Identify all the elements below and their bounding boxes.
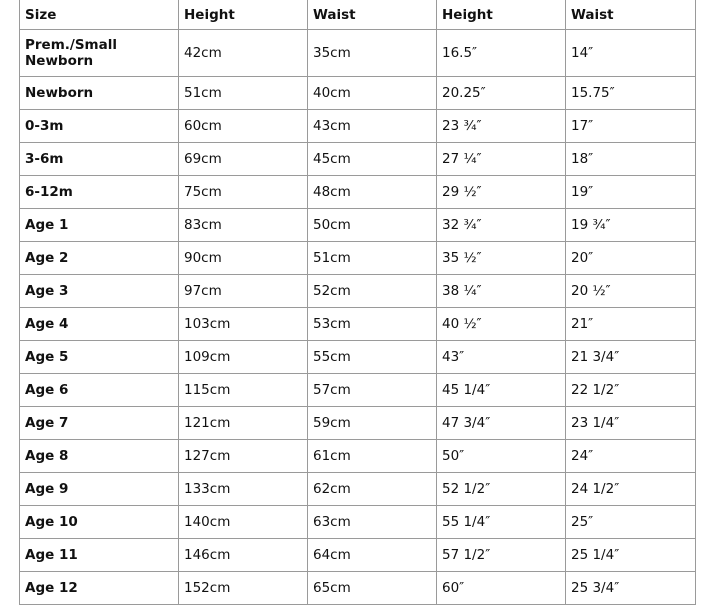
- height-in-cell: 16.5″: [437, 30, 566, 77]
- table-row: [20, 440, 696, 473]
- waist-cm-cell: 52cm: [308, 275, 437, 308]
- height-in-cell: 23 ¾″: [437, 110, 566, 143]
- size-cell: Age 9: [20, 473, 179, 506]
- size-cell: Prem./Small Newborn: [20, 30, 179, 77]
- table-row: [20, 77, 696, 110]
- size-chart-table: [19, 0, 696, 605]
- size-cell: Age 11: [20, 539, 179, 572]
- table-row: [20, 242, 696, 275]
- height-in-cell: 32 ¾″: [437, 209, 566, 242]
- table-row: [20, 275, 696, 308]
- waist-cm-cell: 64cm: [308, 539, 437, 572]
- waist-in-cell: 22 1/2″: [566, 374, 696, 407]
- waist-in-cell: 25 1/4″: [566, 539, 696, 572]
- height-cm-cell: 115cm: [179, 374, 308, 407]
- height-in-cell: 50″: [437, 440, 566, 473]
- height-in-cell: 47 3/4″: [437, 407, 566, 440]
- size-cell: 6-12m: [20, 176, 179, 209]
- waist-in-cell: 25 3/4″: [566, 572, 696, 605]
- waist-in-cell: 24″: [566, 440, 696, 473]
- height-cm-cell: 121cm: [179, 407, 308, 440]
- waist-cm-cell: 35cm: [308, 30, 437, 77]
- height-in-cell: 55 1/4″: [437, 506, 566, 539]
- size-cell: Age 10: [20, 506, 179, 539]
- header-row: [20, 0, 696, 30]
- header-waist-cm: Waist: [308, 0, 437, 30]
- height-cm-cell: 97cm: [179, 275, 308, 308]
- height-cm-cell: 90cm: [179, 242, 308, 275]
- waist-cm-cell: 55cm: [308, 341, 437, 374]
- height-cm-cell: 133cm: [179, 473, 308, 506]
- table-row: [20, 110, 696, 143]
- size-cell: Newborn: [20, 77, 179, 110]
- height-cm-cell: 152cm: [179, 572, 308, 605]
- height-cm-cell: 83cm: [179, 209, 308, 242]
- height-cm-cell: 109cm: [179, 341, 308, 374]
- table-row: [20, 143, 696, 176]
- waist-cm-cell: 57cm: [308, 374, 437, 407]
- waist-cm-cell: 40cm: [308, 77, 437, 110]
- waist-in-cell: 14″: [566, 30, 696, 77]
- height-in-cell: 20.25″: [437, 77, 566, 110]
- waist-in-cell: 20″: [566, 242, 696, 275]
- height-cm-cell: 140cm: [179, 506, 308, 539]
- waist-cm-cell: 51cm: [308, 242, 437, 275]
- height-cm-cell: 42cm: [179, 30, 308, 77]
- height-cm-cell: 75cm: [179, 176, 308, 209]
- waist-cm-cell: 53cm: [308, 308, 437, 341]
- waist-cm-cell: 59cm: [308, 407, 437, 440]
- waist-cm-cell: 48cm: [308, 176, 437, 209]
- table-body: [20, 30, 696, 605]
- table-row: [20, 473, 696, 506]
- size-cell: Age 4: [20, 308, 179, 341]
- header-height-in: Height: [437, 0, 566, 30]
- table-row: [20, 176, 696, 209]
- waist-in-cell: 19 ¾″: [566, 209, 696, 242]
- size-cell: Age 1: [20, 209, 179, 242]
- table-row: [20, 506, 696, 539]
- waist-in-cell: 25″: [566, 506, 696, 539]
- height-in-cell: 57 1/2″: [437, 539, 566, 572]
- height-cm-cell: 60cm: [179, 110, 308, 143]
- table-row: [20, 341, 696, 374]
- waist-cm-cell: 43cm: [308, 110, 437, 143]
- waist-in-cell: 18″: [566, 143, 696, 176]
- table-row: [20, 374, 696, 407]
- waist-in-cell: 17″: [566, 110, 696, 143]
- size-cell: 3-6m: [20, 143, 179, 176]
- waist-in-cell: 21 3/4″: [566, 341, 696, 374]
- table-row: [20, 572, 696, 605]
- size-cell: Age 7: [20, 407, 179, 440]
- waist-cm-cell: 65cm: [308, 572, 437, 605]
- size-cell: Age 6: [20, 374, 179, 407]
- size-cell: Age 12: [20, 572, 179, 605]
- size-cell: Age 3: [20, 275, 179, 308]
- height-in-cell: 40 ½″: [437, 308, 566, 341]
- waist-in-cell: 15.75″: [566, 77, 696, 110]
- size-cell: 0-3m: [20, 110, 179, 143]
- waist-cm-cell: 61cm: [308, 440, 437, 473]
- height-cm-cell: 146cm: [179, 539, 308, 572]
- height-cm-cell: 51cm: [179, 77, 308, 110]
- height-cm-cell: 127cm: [179, 440, 308, 473]
- waist-in-cell: 20 ½″: [566, 275, 696, 308]
- height-in-cell: 45 1/4″: [437, 374, 566, 407]
- height-in-cell: 35 ½″: [437, 242, 566, 275]
- height-cm-cell: 69cm: [179, 143, 308, 176]
- waist-in-cell: 21″: [566, 308, 696, 341]
- waist-cm-cell: 62cm: [308, 473, 437, 506]
- waist-in-cell: 23 1/4″: [566, 407, 696, 440]
- waist-in-cell: 24 1/2″: [566, 473, 696, 506]
- waist-in-cell: 19″: [566, 176, 696, 209]
- height-in-cell: 43″: [437, 341, 566, 374]
- height-in-cell: 38 ¼″: [437, 275, 566, 308]
- table-row: [20, 30, 696, 77]
- header-waist-in: Waist: [566, 0, 696, 30]
- header-size: Size: [20, 0, 179, 30]
- height-in-cell: 27 ¼″: [437, 143, 566, 176]
- size-cell: Age 2: [20, 242, 179, 275]
- waist-cm-cell: 50cm: [308, 209, 437, 242]
- height-in-cell: 52 1/2″: [437, 473, 566, 506]
- table-row: [20, 407, 696, 440]
- height-cm-cell: 103cm: [179, 308, 308, 341]
- height-in-cell: 29 ½″: [437, 176, 566, 209]
- header-height-cm: Height: [179, 0, 308, 30]
- table-row: [20, 209, 696, 242]
- height-in-cell: 60″: [437, 572, 566, 605]
- table-row: [20, 308, 696, 341]
- size-cell: Age 8: [20, 440, 179, 473]
- waist-cm-cell: 45cm: [308, 143, 437, 176]
- table-row: [20, 539, 696, 572]
- size-cell: Age 5: [20, 341, 179, 374]
- waist-cm-cell: 63cm: [308, 506, 437, 539]
